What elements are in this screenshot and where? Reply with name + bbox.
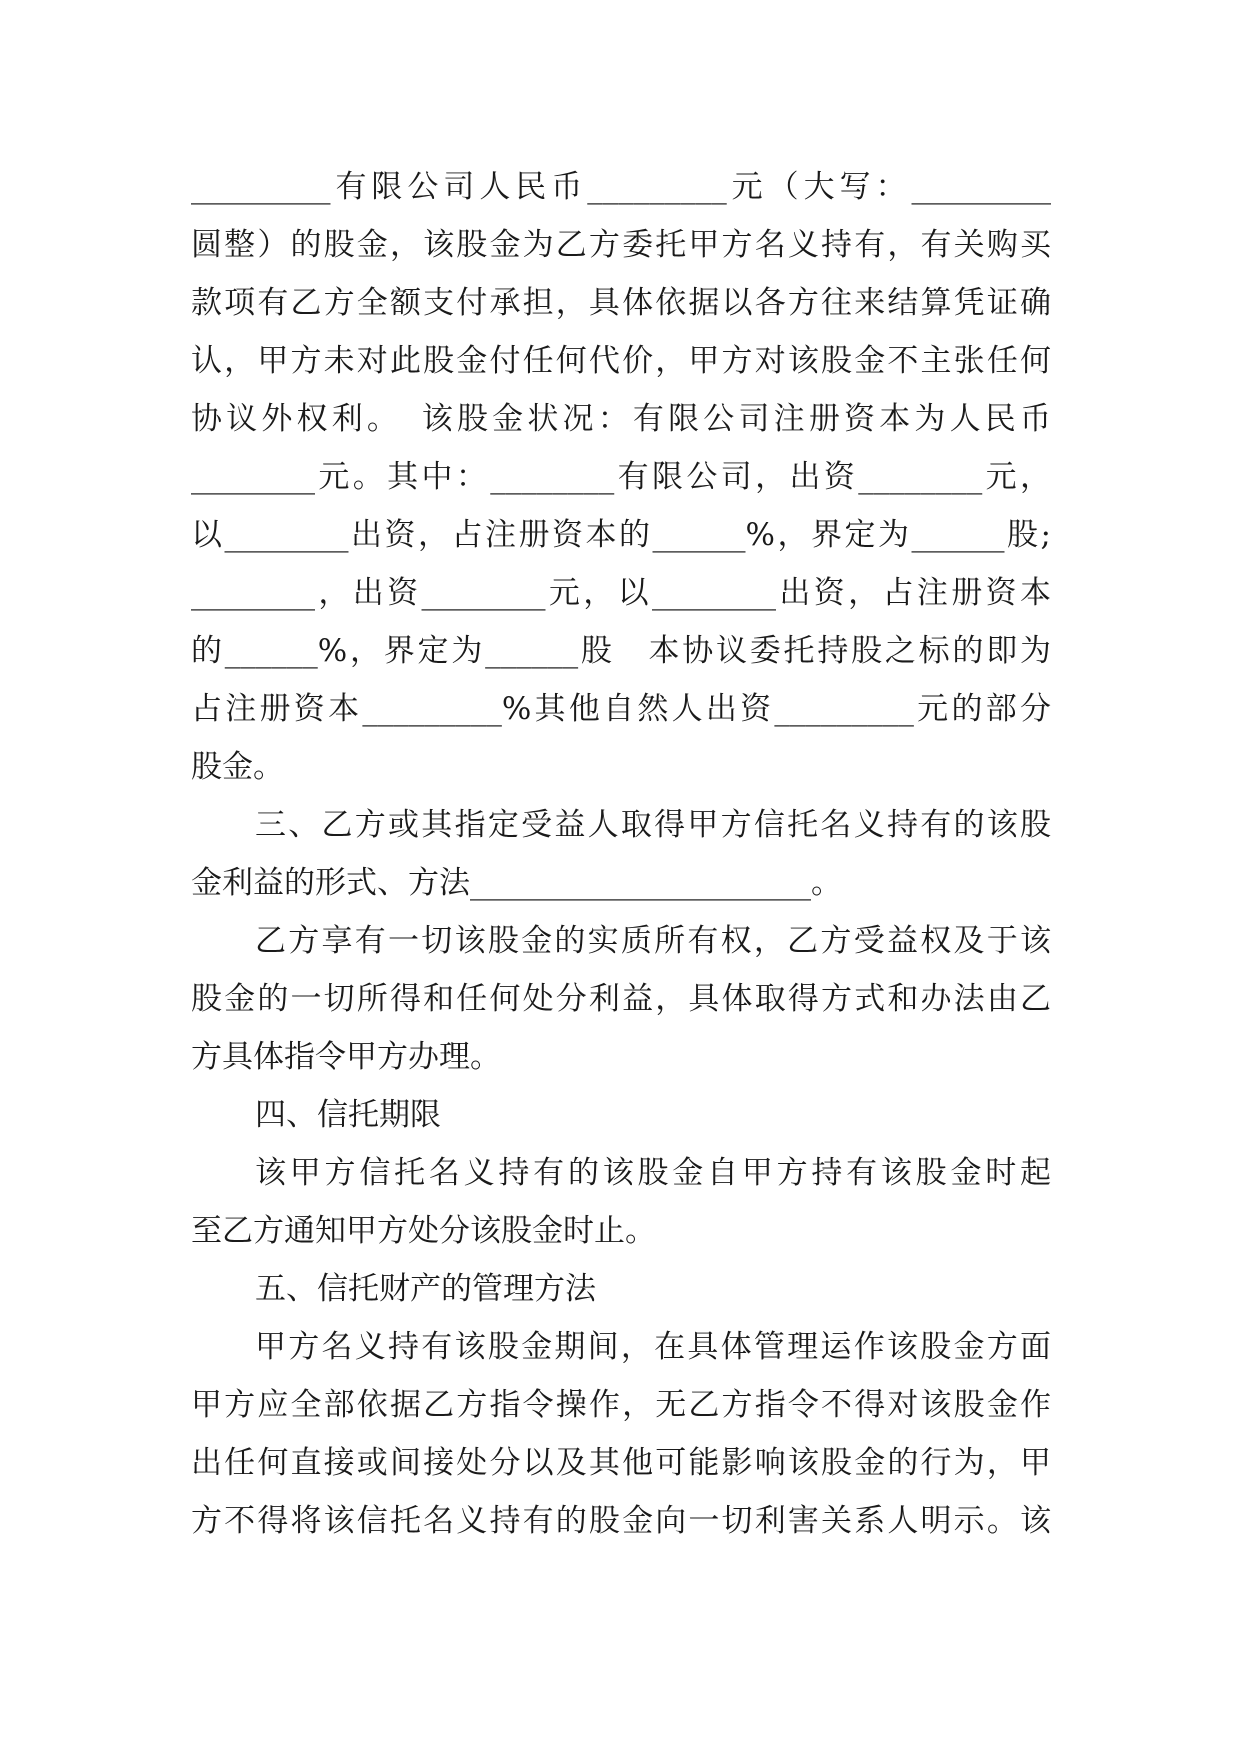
- text-line: 出任何直接或间接处分以及其他可能影响该股金的行为，甲: [191, 1445, 1051, 1481]
- text-line: 以________出资，占注册资本的______%，界定为______股;: [191, 517, 1051, 553]
- text-line: 款项有乙方全额支付承担，具体依据以各方往来结算凭证确: [191, 285, 1051, 321]
- section-heading-five: 五、信托财产的管理方法: [255, 1271, 596, 1307]
- text-line: 股金。: [191, 749, 284, 785]
- text-line: 股金的一切所得和任何处分利益，具体取得方式和办法由乙: [191, 981, 1051, 1017]
- text-line: 的______%，界定为______股 本协议委托持股之标的即为: [191, 633, 1051, 669]
- text-line: 认，甲方未对此股金付任何代价，甲方对该股金不主张任何: [191, 343, 1051, 379]
- text-line: 方不得将该信托名义持有的股金向一切利害关系人明示。该: [191, 1503, 1051, 1539]
- paragraph-line: 该甲方信托名义持有的该股金自甲方持有该股金时起: [255, 1155, 1051, 1191]
- paragraph-line: 甲方名义持有该股金期间，在具体管理运作该股金方面: [255, 1329, 1051, 1365]
- paragraph-line: 乙方享有一切该股金的实质所有权，乙方受益权及于该: [255, 923, 1051, 959]
- text-line: 甲方应全部依据乙方指令操作，无乙方指令不得对该股金作: [191, 1387, 1051, 1423]
- text-line: 金利益的形式、方法______________________。: [191, 865, 842, 901]
- section-heading-three-line: 三、乙方或其指定受益人取得甲方信托名义持有的该股: [255, 807, 1051, 843]
- text-line: 占注册资本_________%其他自然人出资_________元的部分: [191, 691, 1051, 727]
- text-line: 圆整）的股金，该股金为乙方委托甲方名义持有，有关购买: [191, 227, 1051, 263]
- text-line: 协议外权利。 该股金状况：有限公司注册资本为人民币: [191, 401, 1051, 437]
- section-heading-four: 四、信托期限: [255, 1097, 441, 1133]
- document-body: [191, 158, 1051, 1550]
- text-line: ________，出资________元，以________出资，占注册资本: [191, 575, 1051, 611]
- text-line: _________有限公司人民币_________元（大写：_________: [191, 169, 1051, 205]
- text-line: 方具体指令甲方办理。: [191, 1039, 501, 1075]
- text-line: 至乙方通知甲方处分该股金时止。: [191, 1213, 656, 1249]
- text-line: ________元。其中：________有限公司，出资________元，: [191, 459, 1051, 495]
